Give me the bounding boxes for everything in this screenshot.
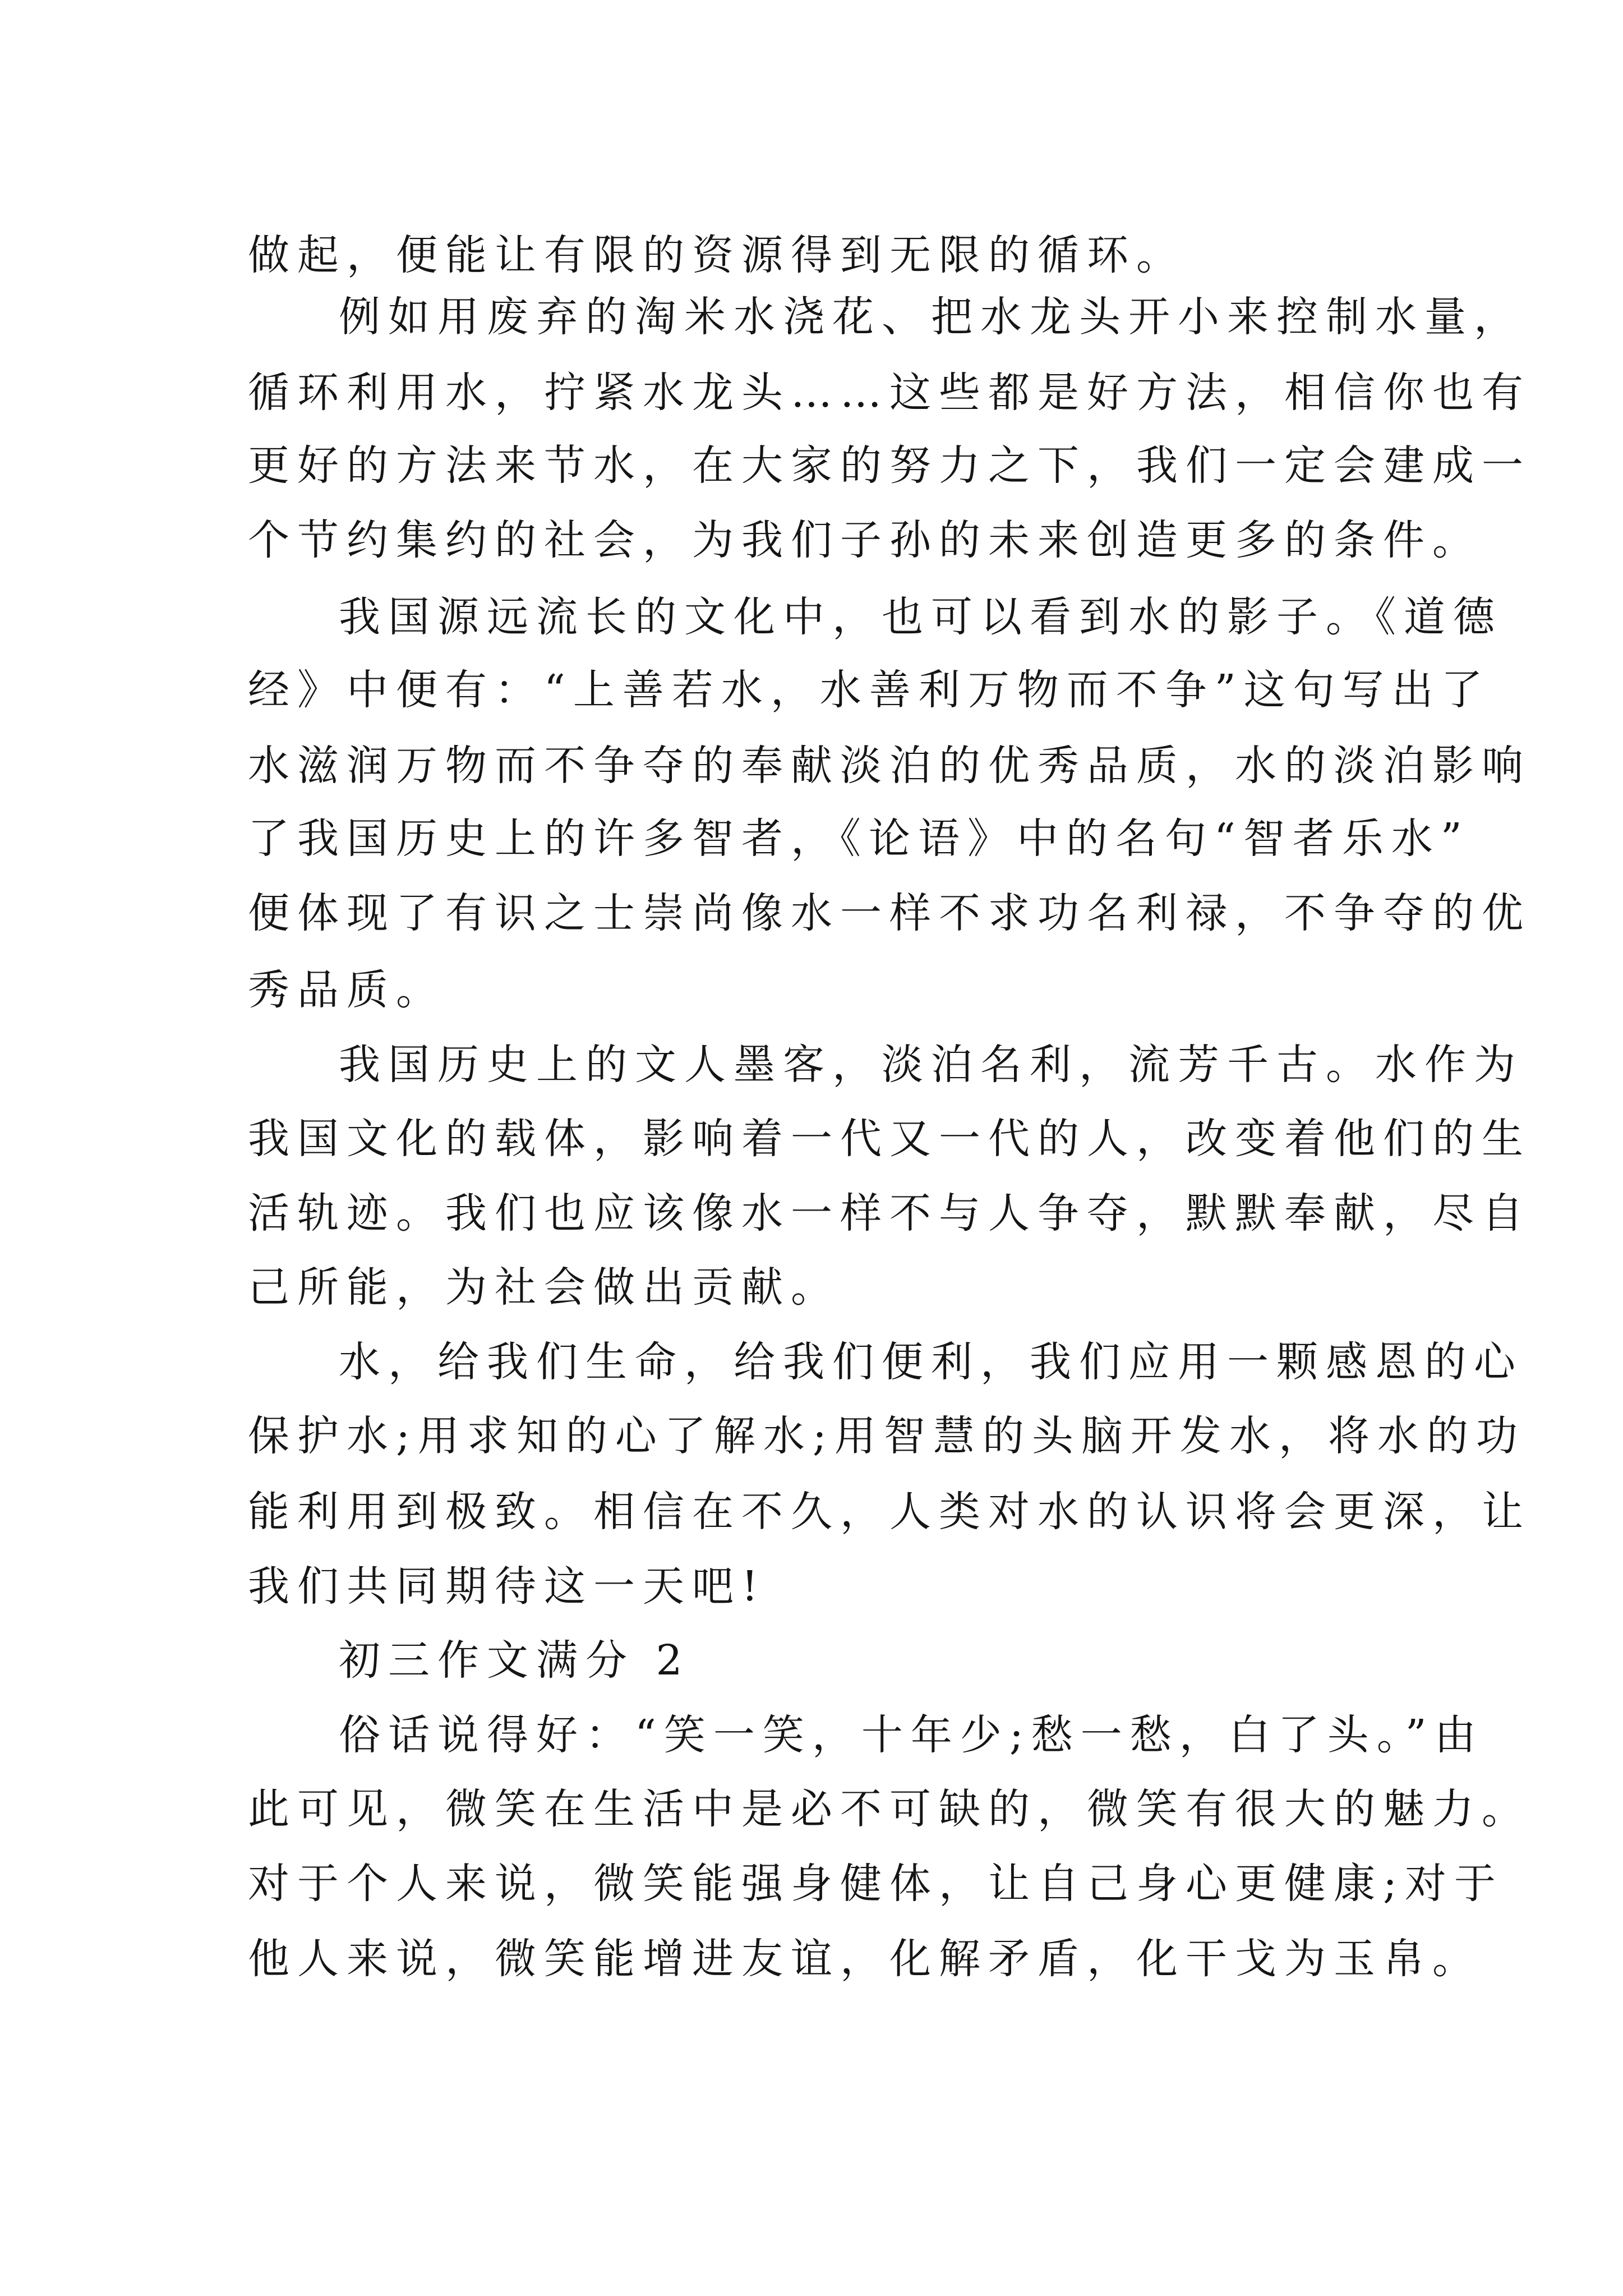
text-line: 循环利用水，拧紧水龙头……这些都是好方法，相信你也有	[248, 369, 1531, 417]
section-heading: 初三作文满分 2	[339, 1636, 690, 1685]
text-line: 水滋润万物而不争夺的奉献淡泊的优秀品质，水的淡泊影响	[248, 742, 1531, 790]
text-line: 保护水;用求知的心了解水;用智慧的头脑开发水，将水的功	[248, 1412, 1525, 1460]
text-line: 我们共同期待这一天吧!	[248, 1562, 766, 1611]
text-line: 个节约集约的社会，为我们子孙的未来创造更多的条件。	[248, 516, 1482, 564]
text-line: 此可见，微笑在生活中是必不可缺的，微笑有很大的魅力。	[248, 1785, 1531, 1833]
text-line: 了我国历史上的许多智者，《论语》中的名句“智者乐水”	[248, 815, 1470, 863]
text-line: 活轨迹。我们也应该像水一样不与人争夺，默默奉献，尽自	[248, 1189, 1531, 1237]
text-line: 俗话说得好：“笑一笑，十年少;愁一愁，白了头。”由	[339, 1711, 1484, 1759]
text-line: 秀品质。	[248, 966, 445, 1014]
text-line: 我国文化的载体，影响着一代又一代的人，改变着他们的生	[248, 1115, 1531, 1163]
text-line: 例如用废弃的淘米水浇花、把水龙头开小来控制水量，	[339, 293, 1523, 341]
text-line: 水，给我们生命，给我们便利，我们应用一颗感恩的心	[339, 1338, 1523, 1386]
text-line: 对于个人来说，微笑能强身健体，让自己身心更健康;对于	[248, 1860, 1504, 1908]
text-line: 做起，便能让有限的资源得到无限的循环。	[248, 231, 1186, 279]
text-line: 经》中便有：“上善若水，水善利万物而不争”这句写出了	[248, 666, 1491, 714]
text-line: 能利用到极致。相信在不久，人类对水的认识将会更深，让	[248, 1488, 1531, 1536]
text-line: 便体现了有识之士崇尚像水一样不求功名利禄，不争夺的优	[248, 889, 1531, 937]
text-line: 己所能，为社会做出贡献。	[248, 1263, 840, 1312]
text-line: 他人来说，微笑能增进友谊，化解矛盾，化干戈为玉帛。	[248, 1935, 1482, 1983]
text-line: 我国源远流长的文化中，也可以看到水的影子。《道德	[339, 593, 1502, 641]
text-line: 更好的方法来节水，在大家的努力之下，我们一定会建成一	[248, 441, 1531, 490]
text-line: 我国历史上的文人墨客，淡泊名利，流芳千古。水作为	[339, 1041, 1523, 1089]
